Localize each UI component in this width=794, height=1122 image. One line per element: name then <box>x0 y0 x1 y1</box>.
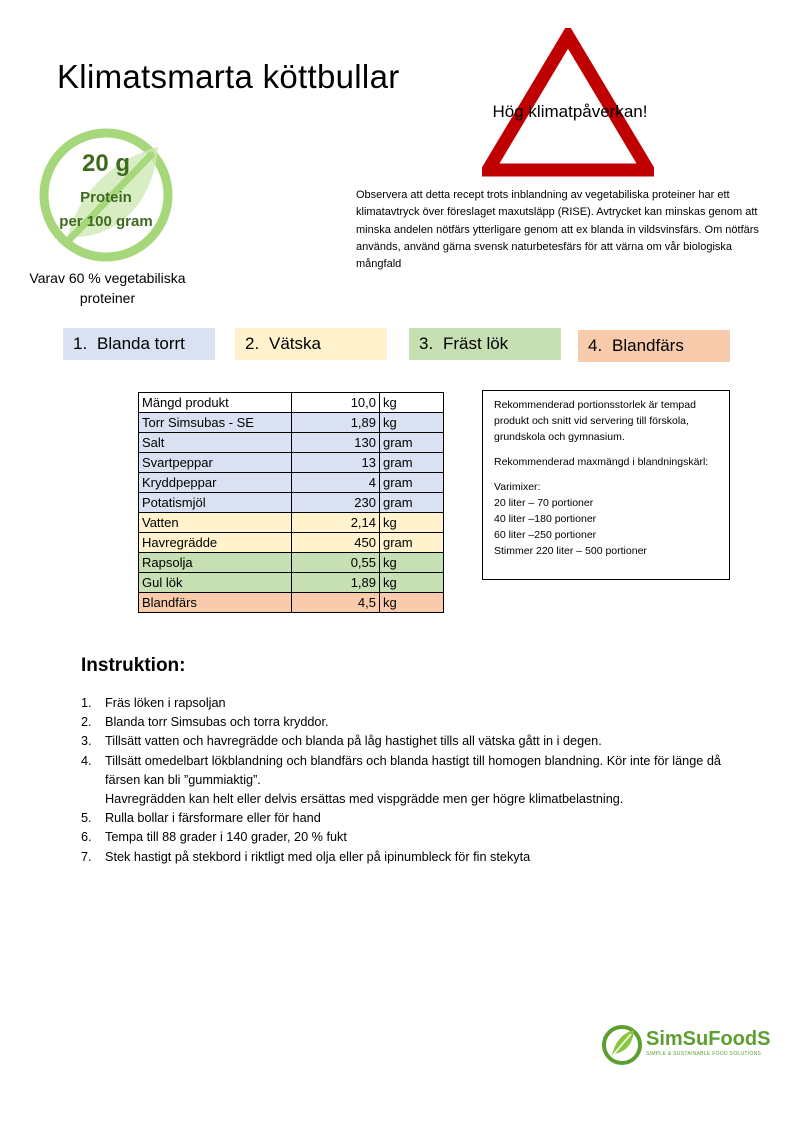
ingredient-quantity: 2,14 <box>292 513 380 533</box>
logo-tagline: SIMPLE & SUSTAINABLE FOOD SOLUTIONS <box>646 1051 762 1057</box>
item-text: Blanda torr Simsubas och torra kryddor. <box>105 715 329 730</box>
ingredient-quantity: 4,5 <box>292 593 380 613</box>
ingredient-name: Gul lök <box>139 573 292 593</box>
ingredient-name: Mängd produkt <box>139 393 292 413</box>
item-number: 5. <box>81 811 92 826</box>
ingredient-unit: gram <box>380 453 444 473</box>
protein-grams: 20 g <box>81 150 131 177</box>
item-text: Fräs löken i rapsoljan <box>105 696 226 710</box>
portion-line: 60 liter –250 portioner <box>494 529 597 541</box>
climate-warning-text: Observera att detta recept trots inblandning av vegetabiliska proteiner har ett klimatavtryck över föreslaget maxutsläpp (RISE). Avtrycket kan minskas genom att minska andelen nötfärs ytterligare genom att ex blanda in vildsvinsfärs. Om nötfärs används, använd gärna svensk naturbetesfärs för att värna om vår biologiska mångfald <box>356 189 759 271</box>
item-extra-text: Havregrädden kan helt eller delvis ersättas med vispgrädde men ger högre klimatbelastning. <box>105 792 624 807</box>
item-number: 7. <box>81 849 92 864</box>
ingredient-unit: kg <box>380 573 444 593</box>
ingredient-name: Svartpeppar <box>139 453 292 473</box>
portion-intro: Rekommenderad portionsstorlek är tempad produkt och snitt vid servering till förskola, grundskola och gymnasium. <box>494 399 696 443</box>
list-item <box>81 848 731 867</box>
ingredient-unit: gram <box>380 533 444 553</box>
ingredient-quantity: 130 <box>292 433 380 453</box>
ingredient-name: Potatismjöl <box>139 493 292 513</box>
ingredient-unit: gram <box>380 473 444 493</box>
table-row <box>139 513 444 533</box>
step-vatska <box>235 328 387 360</box>
step-blanda-torrt <box>63 328 215 360</box>
item-text: Tillsätt vatten och havregrädde och blanda på låg hastighet tills all vätska gått in i degen. <box>105 734 602 749</box>
ingredient-quantity: 13 <box>292 453 380 473</box>
ingredient-name: Vatten <box>139 513 292 533</box>
item-text: Tillsätt omedelbart lökblandning och blandfärs och blanda hastigt till homogen blandning. Kör inte för länge då färsen kan bli ”gummiaktig”. <box>105 753 721 787</box>
ingredient-quantity: 450 <box>292 533 380 553</box>
item-number: 4. <box>81 753 92 768</box>
ingredient-unit: kg <box>380 513 444 533</box>
list-item <box>81 828 731 847</box>
list-item <box>81 694 731 713</box>
protein-label: Protein <box>80 189 132 206</box>
table-row <box>139 553 444 573</box>
max-amount-heading: Rekommenderad maxmängd i blandningskärl: <box>494 456 709 468</box>
item-text: Stek hastigt på stekbord i riktligt med olja eller på ipinumbleck för fin stekyta <box>105 849 531 864</box>
ingredient-name: Havregrädde <box>139 533 292 553</box>
table-row <box>139 573 444 593</box>
instructions-list <box>81 694 731 867</box>
ingredient-unit: kg <box>380 553 444 573</box>
ingredient-unit: kg <box>380 413 444 433</box>
list-item <box>81 713 731 732</box>
item-number: 1. <box>81 696 92 710</box>
item-number: 3. <box>81 734 92 749</box>
item-number: 2. <box>81 715 92 730</box>
climate-impact-warning: Hög klimatpåverkan! <box>492 102 648 121</box>
vegetable-protein-note: Varav 60 % vegetabiliska proteiner <box>29 270 186 306</box>
ingredient-quantity: 230 <box>292 493 380 513</box>
table-row <box>139 593 444 613</box>
item-number: 6. <box>81 830 92 845</box>
ingredient-name: Rapsolja <box>139 553 292 573</box>
ingredient-quantity: 4 <box>292 473 380 493</box>
page-title: Klimatsmarta köttbullar <box>57 58 400 95</box>
step-number: 1. <box>73 334 88 353</box>
mixer-heading: Varimixer: <box>494 481 541 493</box>
ingredient-quantity: 1,89 <box>292 573 380 593</box>
ingredient-quantity: 10,0 <box>292 393 380 413</box>
ingredient-unit: kg <box>380 393 444 413</box>
portion-line: Stimmer 220 liter – 500 portioner <box>494 545 647 557</box>
step-frast-lok <box>409 328 561 360</box>
ingredient-quantity: 1,89 <box>292 413 380 433</box>
list-item <box>81 732 731 751</box>
step-number: 2. <box>245 334 260 353</box>
step-label: Blanda torrt <box>97 334 185 353</box>
list-item <box>81 752 731 810</box>
step-label: Fräst lök <box>443 334 509 353</box>
step-number: 4. <box>588 336 603 355</box>
table-row <box>139 533 444 553</box>
portion-line: 40 liter –180 portioner <box>494 513 597 525</box>
ingredient-name: Salt <box>139 433 292 453</box>
ingredient-unit: kg <box>380 593 444 613</box>
step-number: 3. <box>419 334 434 353</box>
step-blandfars <box>578 330 730 362</box>
portion-line: 20 liter – 70 portioner <box>494 497 594 509</box>
step-label: Vätska <box>269 334 321 353</box>
ingredient-unit: gram <box>380 493 444 513</box>
logo-name: SimSuFoodS <box>646 1028 771 1050</box>
protein-per-label: per 100 gram <box>59 213 153 230</box>
item-text: Tempa till 88 grader i 140 grader, 20 % fukt <box>105 830 347 845</box>
table-row <box>139 413 444 433</box>
table-row <box>139 493 444 513</box>
table-row <box>139 473 444 493</box>
ingredient-name: Kryddpeppar <box>139 473 292 493</box>
portion-info-box <box>482 390 730 580</box>
table-row <box>139 393 444 413</box>
ingredient-name: Torr Simsubas - SE <box>139 413 292 433</box>
item-text: Rulla bollar i färsformare eller för hand <box>105 811 321 826</box>
ingredient-name: Blandfärs <box>139 593 292 613</box>
ingredient-quantity: 0,55 <box>292 553 380 573</box>
table-row <box>139 453 444 473</box>
step-label: Blandfärs <box>612 336 684 355</box>
table-row <box>139 433 444 453</box>
ingredient-unit: gram <box>380 433 444 453</box>
list-item <box>81 809 731 828</box>
instructions-heading: Instruktion: <box>81 655 186 676</box>
ingredients-table <box>138 392 444 613</box>
